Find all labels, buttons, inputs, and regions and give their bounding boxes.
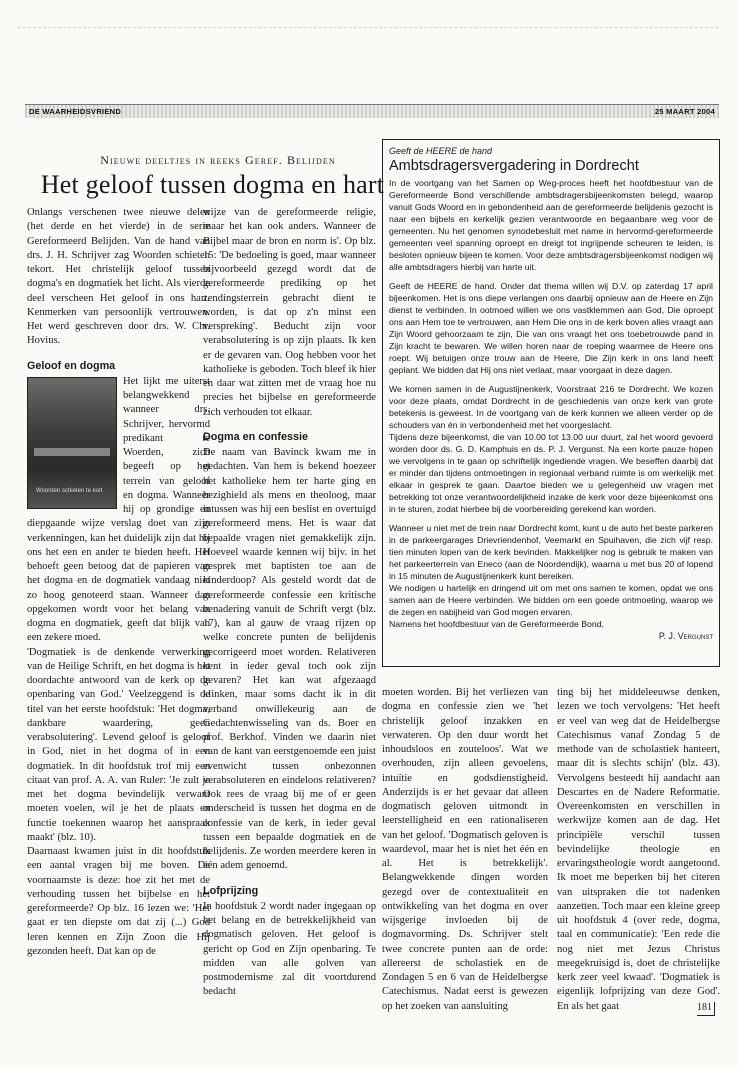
article-headline: Het geloof tussen dogma en hart xyxy=(40,170,385,199)
book-cover-image xyxy=(27,377,117,509)
subheading-dogma-en-confessie: Dogma en confessie xyxy=(203,430,309,443)
paragraph: Het lijkt me uiterst belangwekkend wanneer drs. Schrijver, hervormd predikant te Woerden, zich begeeft op het terrein van geloof en dogma. Wanneer hij op grondige en diepgaande wijze verslag doet van zijn verkenningen, kan het duidelijk zijn dat hij ons het een en ander te bieden heeft. Het behoeft geen betoog dat de papieren van het dogma en de dogmatiek vandaag niet zo hoog genoteerd staan. Wanneer dan opgekomen wordt voor het belang van dogma en dogmatiek, geeft dat blijk van een zekere moed. xyxy=(27,375,210,644)
masthead xyxy=(25,104,719,118)
paragraph: moeten worden. Bij het verliezen van dogma en confessie zien we 'het christelijk geloof inzakken en verwateren. Op den duur wordt het inhoudsloos en zouteloos'. Wat we overhouden, zijn alleen gevoelens, intuïtie en godsdienstigheid. Anderzijds is er het gevaar dat alleen dogmatisch geloven uitmondt in leerstelligheid en een rationaliseren van het geloof. 'Dogmatisch geloven is waardevol, maar het is niet het één en al. Het is betrekkelijk'. Belangwekkende dingen worden gezegd over de contextualiteit en ontwikkeling van het dogma en over wijsgerige invloeden bij de dogmavorming. Ds. Schrijver stelt twee concrete punten aan de orde: allereerst de scholastiek en de Zondagen 5 en 6 van de Heidelbergse Catechismus. Nadat eerst is gewezen op het zoeken van aansluiting xyxy=(382,687,548,1012)
paragraph: In hoofdstuk 2 wordt nader ingegaan op het belang en de betrekkelijkheid van dogmatisch geloven. Het geloof is gericht op God en Zijn openbaring. Te midden van alle golven van postmodernisme zal dit voortdurend bedacht xyxy=(203,900,376,998)
article-intro: Onlangs verschenen twee nieuwe delen (het derde en het vierde) in de serie Gereformeerd Belijden. Van de hand van drs. J. H. Schrijver zag Woorden schieten tekort. Het christelijk geloof tussen dogma's en dogmatiek het licht. Als vierde deel verscheen Het geloof in ons hart. Kenmerken van persoonlijk vertrouwen. Het werd geschreven door drs. W. Chr. Hovius. xyxy=(27,207,210,347)
box-paragraph: Geeft de HEERE de hand. Onder dat thema willen wij D.V. op zaterdag 17 april bijeenkomen. Het is ons diepe verlangen ons daarbij opnieuw aan de Heere en Zijn dienst te verbinden. In ootmoed willen we ons vastklemmen aan God, Die oproept ons aan Hem toe te vertrouwen, aan Hem Die ons in de kerk boven alles vraagt aan Zijn Woord gehoorzaam te zijn, Die van ons vraagt het ons toebetrouwde pand in Zijn kracht te bewaren. We willen horen naar de roeping waarmee de Heere ons roept. Wij betuigen onze trouw aan de Heere, Die Zijn kerk in ons land heeft geplant. We bidden dat Hij ons niet verlaat, maar voorgaat in deze dagen. xyxy=(389,281,713,375)
paragraph: ting bij het middeleeuwse denken, lezen we toch vervolgens: 'Het heeft er veel van weg dat de Heidelbergse Catechismus vanaf Zondag 5 de methode van de scholastiek hanteert, maar dit is slechts schijn' (blz. 43). Vervolgens besteedt hij aandacht aan Descartes en de Nadere Reformatie. Overeenkomsten en verschillen in werkwijze komen aan de dag. Het principiële verschil tussen bevindelijke theologie en ervaringstheologie wordt aangetoond. Ik moet me beperken bij het citeren van uitspraken die tot nadenken aanzetten. Toch maar een kleine greep uit hoofdstuk 4 (over rede, dogma, taal en communicatie): 'Een rede die nog niet met Jezus Christus meegekruisigd is, doet de christelijke kerk zeer veel kwaad'. 'Dogmatiek is eigenlijk lofprijzing van deze God'. En als het gaat xyxy=(557,687,720,1012)
box-paragraph: We nodigen u hartelijk en dringend uit om met ons samen te komen, opdat we ons samen aan de Heere verbinden. We bidden om een goede ontmoeting, waarop we de zegen en nabijheid van God mogen ervaren. xyxy=(389,583,713,617)
paragraph: 'Dogmatiek is de denkende verwerking van de Heilige Schrift, en het dogma is het doordachte antwoord van de kerk op de openbaring van God.' Veelzeggend is de titel van het eerste hoofdstuk: 'Het dogma, dankbare waardering, geen verabsolutering'. Levend geloof is geloof in God, niet in het dogma of in een dogmatiek. In dit hoofdstuk trof mij een citaat van prof. A. A. van Ruler: 'Je zult je met het dogma bevindelijk verwant moeten voelen, wil je het de plaats en functie toekennen waarop het aanspraak maakt' (blz. 10). xyxy=(27,646,210,843)
article-column-1 xyxy=(27,206,210,959)
box-signature: P. J. Vergunst xyxy=(658,631,713,641)
box-paragraph: Tijdens deze bijeenkomst, die van 10.00 tot 13.00 uur duurt, zal het woord gevoerd worden door ds. G. D. Kamphuis en ds. P. J. Vergunst. Na een korte pauze hopen we vervolgens in te gaan op schriftelijk ingediende vragen. We beseffen daarbij dat er minder dan tijdens ontmoetingen in regionaal verband ruimte is om werkelijk met elkaar in gesprek te gaan. Daartoe bieden we u gelegenheid uw vragen met betrekking tot onze verantwoordelijkheid inzake de kerk voor deze bijeenkomst ons in te sturen, zodat hierbee bij de voorbereiding gerekend kan worden. xyxy=(389,432,713,514)
page-number: 181 xyxy=(697,1002,715,1016)
paragraph: Daarnaast kwamen juist in dit hoofdstuk een aantal vragen bij me boven. De voornaamste is deze: hoe zit het met de verhouding tussen het bijbelse en het gereformeerde? Op blz. 16 lezen we: 'Het gaat er ten diepste om dat zij (...) God leren kennen en Zijn Zoon die Hij gezonden heeft. Dat kan op de xyxy=(27,846,210,957)
article-kicker: Nieuwe deeltjes in reeks Geref. Belijden xyxy=(100,153,336,167)
announcement-box xyxy=(382,139,720,667)
paragraph: wijze van de gereformeerde religie, maar het kan ook anders. Wanneer de Bijbel maar de bron en norm is'. Op blz. 15: 'De bedoeling is goed, maar wanneer bijvoorbeeld gezegd wordt dat de gereformeerde prediking op het zendingsterrein gebracht dient te worden, is dat op z'n minst een verspreking'. Beducht zijn voor verabsolutering is op zijn plaats. Ik ken er de gevaren van. Oog hebben voor het katholieke is geboden. Toch bleef ik hier en daar wat zitten met de vraag hoe nu precies het bijbelse en gereformeerde zich verhouden tot elkaar. xyxy=(203,207,376,418)
article-column-2 xyxy=(203,206,376,1000)
box-title: Ambtsdragersvergadering in Dordrecht xyxy=(389,158,639,174)
book-cover-band xyxy=(34,448,110,456)
book-cover-title: Woorden schieten te kort xyxy=(36,487,103,494)
scan-edge xyxy=(18,0,718,28)
box-closing: Namens het hoofdbestuur van de Gereformeerde Bond, xyxy=(389,619,604,629)
box-paragraph: We komen samen in de Augustijnenkerk, Voorstraat 216 te Dordrecht. We kozen voor deze plaats, omdat Dordrecht in de geschiedenis van onze kerk van grote betekenis is geweest. In de voortgang van de kerk kunnen we alleen verder op de schouders van én in verbondenheid met het voorgeslacht. xyxy=(389,384,713,430)
subheading-lofprijzing: Lofprijzing xyxy=(203,884,259,897)
article-column-3 xyxy=(382,686,548,1014)
paragraph: De naam van Bavinck kwam me in gedachten. Van hem is bekend hoezeer het katholieke hem ter harte ging en bezighield als mens en theoloog, maar intussen was hij een beslist en overtuigd gereformeerd mens. Het is waar dat bepaalde vragen niet gemakkelijk zijn. Hoeveel waarde kennen wij bijv. in het gesprek met baptisten toe aan de kinderdoop? Als gesteld wordt dat de gereformeerde confessie een kritische benadering vanuit de Schrift vergt (blz. 17), kan al gauw de vraag rijzen op welke concrete punten de belijdenis gecorrigeerd moet worden. Relativeren kent in ieder geval toch ook zijn gevaren? Het kan wat afgezaagd klinken, maar soms dacht ik in dit verband onwillekeurig aan de Gedachtenwisseling van ds. Boer en prof. Berkhof. Vinden we daarin niet van de kant van eerstgenoemde een juist evenwicht tussen onbezonnen verabsoluteren en eindeloos relativeren? Ook rees de vraag bij me of er geen onderscheid is tussen het dogma en de confessie van de kerk, in ieder geval tussen een bepaalde dogmatiek en de belijdenis. Ze worden meerdere keren in één adem genoemd. xyxy=(203,447,376,872)
box-paragraph: Wanneer u niet met de trein naar Dordrecht komt, kunt u de auto het beste parkeren in de parkeergarages Drievriendenhof, Veemarkt en Spuihaven, die zich vijf resp. tien minuten lopen van de kerk bevinden. Makkelijker nog is gebruik te maken van het parkeerterrein van Eneco (aan de Noordendijk), waarna u met bus 20 of lopend in 15 minuten de Augustijnenkerk kunt bereiken. xyxy=(389,523,713,581)
box-paragraph: In de voortgang van het Samen op Weg-proces heeft het hoofdbestuur van de Gereformeerde Bond verschillende ambtsdragersbijeenkomsten belegd, waarop vanuit Gods Woord en in gebondenheid aan de gereformeerde belijdenis gezocht is naar een bijbels en kerkelijk gezien verantwoorde en begaanbare weg voor de gemeenten. Nu het genomen synodebesluit met name in hervormd-gereformeerde gemeenten veel spanning oproept en dreigt tot ingrijpende scheuren te leiden, is besloten opnieuw bijeen te komen. Voor deze ambtsdragersbijeenkomst nodigen wij alle ambtsdragers hierbij van harte uit. xyxy=(389,178,713,272)
article-column-4 xyxy=(557,686,720,1014)
box-kicker: Geeft de HEERE de hand xyxy=(389,146,493,156)
issue-date: 25 MAART 2004 xyxy=(654,107,715,116)
publication-name: DE WAARHEIDSVRIEND xyxy=(29,107,122,116)
subheading-geloof-en-dogma: Geloof en dogma xyxy=(27,359,116,372)
